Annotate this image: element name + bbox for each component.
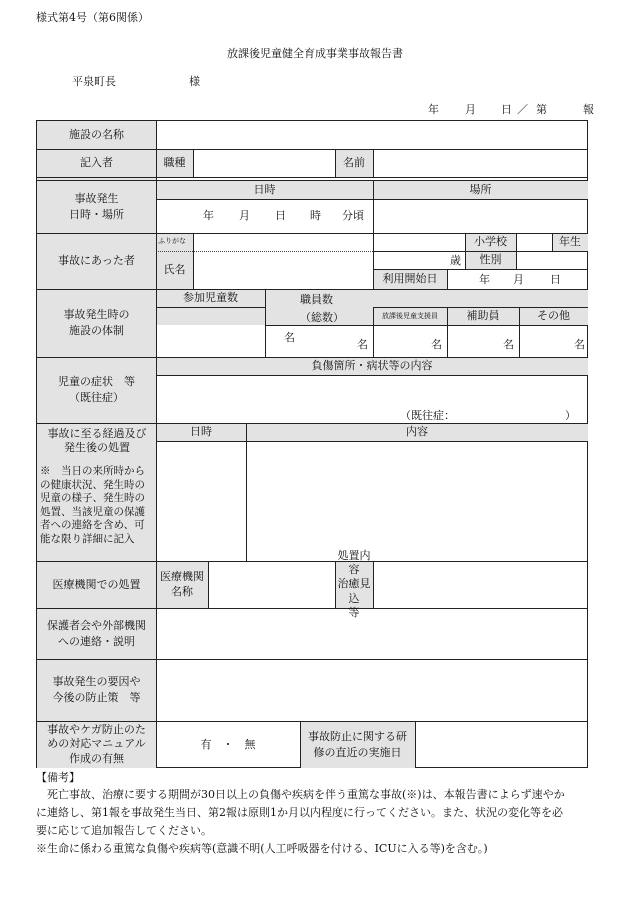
furigana-field[interactable] (194, 234, 372, 250)
symptoms-label (37, 357, 156, 423)
process-note-line: 者への連絡を含め、可 (40, 519, 145, 532)
staff-total-unit: 名 (357, 338, 368, 351)
staffing-label (37, 289, 156, 357)
victim-label: 事故にあった者 (58, 254, 135, 268)
report-no-suffix: 報 (583, 103, 594, 116)
occurrence-hour: 時 (310, 209, 321, 222)
contact-label-line1: 保護者会や外部機関 (47, 618, 146, 632)
process-note-line: 処置、当該児童の保護 (40, 505, 145, 518)
process-label-line1: 事故に至る経過及び (47, 427, 147, 440)
occurrence-label (37, 180, 156, 233)
victim-name-label: 氏名 (163, 263, 186, 277)
process-note-line: ※ 当日の来所時から (40, 465, 145, 477)
facility-name-label: 施設の名称 (69, 128, 124, 142)
children-count-unit: 名 (284, 331, 295, 344)
causes-field[interactable] (157, 660, 587, 720)
symptoms-header: 負傷箇所・病状等の内容 (311, 359, 433, 373)
start-month: 月 (513, 273, 524, 286)
contact-label-line2: への連絡・説明 (58, 634, 135, 648)
symptoms-label-line1: 児童の症状 等 (58, 375, 135, 389)
report-no-prefix: 第 (536, 103, 547, 116)
symptoms-label-line2: （既往症） (69, 391, 124, 404)
institution-field[interactable] (209, 562, 334, 607)
furigana-label: ふりがな (158, 237, 186, 245)
occurrence-day: 日 (275, 209, 286, 222)
medical-treatment-label: 医療機関での処置 (52, 577, 141, 591)
process-note (40, 465, 156, 547)
form-number: 様式第4号（第6関係） (36, 11, 149, 24)
other-staff-label: その他 (537, 309, 570, 323)
training-date-field[interactable] (416, 722, 587, 767)
sex-label: 性別 (479, 253, 502, 267)
institution-label (156, 561, 208, 608)
remarks-body (36, 786, 596, 858)
training-label-line2: 修の直近の実施日 (313, 745, 402, 759)
support-staff-label: 放課後児童支援員 (382, 311, 438, 320)
occurrence-label-line2: 日時・場所 (69, 207, 124, 221)
support-unit: 名 (431, 338, 442, 351)
document-title: 放課後児童健全育成事業事故報告書 (227, 47, 403, 60)
writer-label: 記入者 (80, 156, 113, 170)
facility-name-field[interactable] (157, 122, 587, 148)
datetime-header: 日時 (253, 182, 276, 196)
contact-field[interactable] (157, 609, 587, 658)
job-type-label: 職種 (163, 156, 186, 170)
manual-label-line2: めの対応マニュアル (47, 737, 146, 751)
remarks-line: ※生命に係わる重篤な負傷や疾病等(意識不明(人工呼吸器を付ける、ICUに入る等)を含む。) (36, 842, 488, 855)
process-date-header: 日時 (190, 425, 212, 439)
writer-name-field[interactable] (374, 150, 587, 176)
assistant-unit: 名 (503, 338, 514, 351)
day-unit: 日 (501, 103, 512, 116)
victim-name-field[interactable] (194, 252, 372, 288)
causes-label-line2: 今後の防止策 等 (52, 691, 141, 704)
remarks-line: 死亡事故、治療に要する期間が30日以上の負傷や疾病を伴う重篤な事故(※)は、本報告書によらず速やか (36, 788, 565, 801)
month-unit: 月 (465, 103, 476, 116)
treatment-label (335, 548, 373, 619)
grade-label: 年生 (559, 235, 581, 249)
causes-label (37, 659, 156, 721)
report-form (36, 120, 588, 768)
occurrence-month: 月 (239, 209, 250, 222)
institution-label-line2: 名称 (171, 584, 193, 598)
staff-total-label: （総数） (300, 311, 344, 324)
manual-yes-no[interactable]: 有 ・ 無 (200, 737, 256, 751)
causes-label-line1: 事故発生の要因や (52, 675, 141, 689)
process-content-header: 内容 (406, 425, 428, 439)
process-label-line2: 発生後の処置 (64, 441, 130, 454)
process-note-line: 児童の様子、発生時の (40, 492, 145, 505)
manual-label (37, 721, 156, 768)
start-year: 年 (479, 273, 490, 286)
other-unit: 名 (574, 338, 585, 351)
honorific: 様 (189, 75, 200, 88)
manual-label-line3: 作成の有無 (69, 751, 124, 765)
staffing-label-line2: 施設の体制 (69, 324, 124, 337)
treatment-label-line1: 処置内容 (337, 548, 371, 577)
staffing-label-line1: 事故発生時の (63, 308, 130, 322)
staff-count-label: 職員数 (300, 293, 333, 306)
symptoms-field[interactable] (157, 376, 587, 406)
place-field[interactable] (374, 200, 587, 232)
process-date-field[interactable] (157, 442, 245, 560)
treatment-label-line3: 等 (348, 605, 360, 619)
place-header: 場所 (469, 182, 492, 196)
occurrence-label-line1: 事故発生 (74, 191, 119, 205)
sex-field[interactable] (517, 252, 587, 268)
start-day: 日 (550, 273, 561, 286)
remarks-heading: 【備考】 (36, 771, 80, 784)
process-note-line: の健康状況、発生時の (40, 478, 145, 491)
writer-name-label: 名前 (343, 156, 365, 170)
addressee: 平泉町長 (72, 75, 116, 88)
contact-label (37, 608, 156, 659)
manual-label-line1: 事故やケガ防止のた (47, 723, 146, 737)
treatment-label-line2: 治癒見込 (337, 577, 371, 605)
remarks-line: に連絡し、第1報を事故発生当日、第2報は原則1か月以内程度に行ってください。また、状況の変化等を必 (36, 806, 563, 819)
treatment-field[interactable] (374, 562, 587, 607)
training-label (300, 721, 415, 768)
job-type-field[interactable] (194, 150, 334, 176)
process-content-field[interactable] (247, 442, 587, 560)
medical-history-close: ） (565, 409, 576, 422)
occurrence-minute: 分頃 (342, 209, 364, 222)
medical-history-label: （既往症： (400, 409, 455, 422)
assistant-label: 補助員 (466, 309, 500, 323)
remarks-line: 要に応じて追加報告してください。 (36, 824, 212, 837)
year-unit: 年 (428, 103, 439, 116)
training-label-line1: 事故防止に関する研 (308, 730, 407, 744)
children-count-label: 参加児童数 (183, 291, 238, 305)
school-label: 小学校 (474, 235, 507, 249)
age-unit: 歳 (450, 254, 461, 267)
start-date-label: 利用開始日 (382, 272, 438, 286)
process-note-line: 能な限り詳細に記入 (40, 532, 135, 545)
occurrence-year: 年 (203, 209, 214, 222)
process-label (39, 427, 155, 455)
slash: ／ (517, 103, 528, 116)
institution-label-line1: 医療機関 (160, 569, 204, 583)
